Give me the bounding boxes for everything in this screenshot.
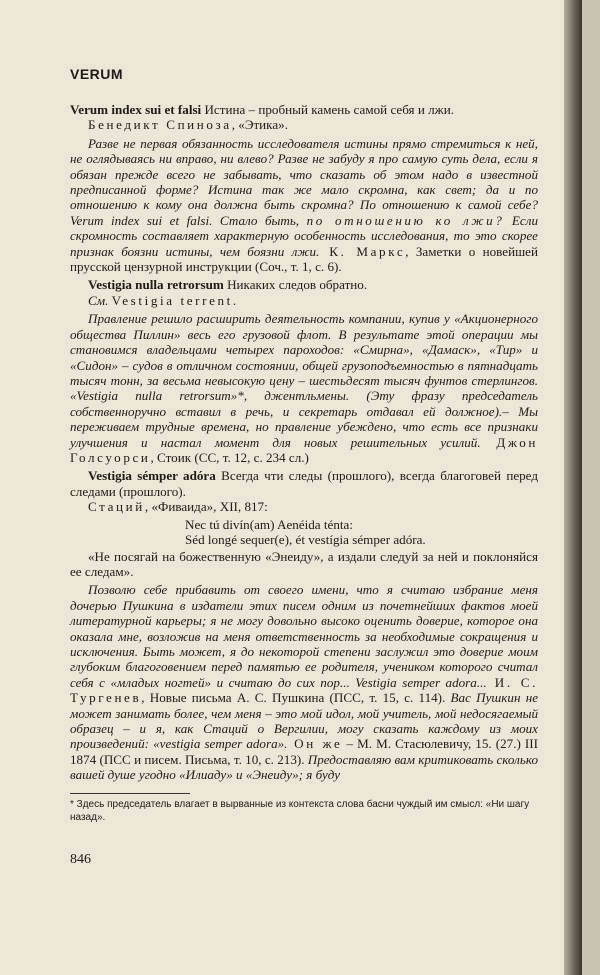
quote-text: Позволю себе прибавить от своего имени, что я считаю избрание меня дочерью Пушкина в издатели этих писем одним из почетнейших фактов моей литературной карьеры; я не могу довольно высоко оценить доверие, которое она оказала мне, возложив на меня ответственность за необходимые сокращения и исключения. Быть может, я до некоторой степени заслужил это доверие моим глубоким благоговением перед памятью ее родителя, учеником которого считал себя с «младых ногтей» и считаю до сих пор... Vestigia semper adora... [70, 582, 538, 690]
page-body [70, 102, 538, 783]
see-reference: Vestigia terrent. [111, 292, 239, 308]
entry-vestigia-nulla [70, 277, 538, 292]
footnote: * Здесь председатель влагает в вырванные из контекста слова басни чуждый им смысл: «Ни шагу назад». [70, 798, 530, 823]
quote-text: Правление решило расширить деятельность компании, купив у «Акционерного общества Пиллин» весь его грузовой флот. В результате этой операции мы становимся владельцами четырех пароходов: «Смирна», «Дамаск», «Тир» и «Сидон» – судов в отличном состоянии, общей грузоподъемностью в пятнадцать тысяч тонн, за весьма невысокую цену – шестьдесят тысяч фунтов стерлингов. «Vestigia nulla retrorsum»*, джентльмены. (Эту фразу председатель собственноручно вставил в речь, и секретарь отдавал ей должное).– Мы переживаем трудные времена, но правление убеждено, что есть все признаки улучшения и настал момент для новых решительных усилий. [70, 311, 538, 450]
quote-text: Если скромность составляет характерную особенность исследования, то это скорее признак боязни истины, чем боязни лжи. [70, 212, 538, 259]
source-reference: – М. М. Стасюлевичу, 15. (27.) III 1874 (ПСС и писем. Письма, т. 10, с. 213). [70, 736, 539, 767]
entry-translation: Истина – пробный камень самой себя и лжи. [201, 102, 454, 117]
quote-block [70, 136, 538, 275]
page-gutter-shadow [564, 0, 582, 975]
page-number: 846 [70, 851, 91, 867]
quote-text: Разве не первая обязанность исследователя истины прямо стремиться к ней, не оглядываясь ни вправо, ни влево? Разве не забуду я про самую суть дела, если я обязан прежде всего не забывать, что сказать об этом надо в известной предписанной форме? Истина так же мало скромна, как свет; да и по отношению к кому она должна быть скромна? По отношению к самой себе? Verum index sui et falsi. Стало быть, [70, 135, 538, 228]
citation-author: Стаций [88, 499, 145, 515]
entry-vestigia-semper [70, 468, 538, 499]
source-author: И. С. Тургенев [70, 674, 538, 706]
citation-author: Бенедикт Спиноза [88, 117, 232, 133]
quote-text: Предоставляю вам критиковать сколько вашей душе угодно «Илиаду» и «Энеиду»; я буду [70, 751, 538, 783]
footnote-divider [70, 793, 190, 794]
entry-translation: Никаких следов обратно. [223, 277, 368, 293]
source-author: Он же [287, 736, 343, 752]
citation [70, 499, 538, 514]
quote-text: Вас Пушкин не может занимать более, чем меня – это мой идол, мой учитель, мой недосягаемый образец – и я, как Стаций о Вергилии, могу сказать каждому из моих произведений: «vestigia semper adora». [70, 690, 539, 752]
latin-verse [70, 517, 538, 547]
quote-block [70, 311, 538, 465]
source-reference: , Заметки о новейшей прусской цензурной инструкции (Соч., т. 1, с. 6). [70, 243, 538, 275]
entry-verum-index [70, 102, 538, 117]
citation-work: , «Фиваида», XII, 817: [144, 499, 268, 515]
citation-work: , «Этика». [231, 117, 288, 133]
entry-headword: Vestigia sémper adóra [88, 468, 216, 484]
verse-line-1: Nec tú divín(am) Aenéida ténta: [185, 516, 353, 532]
entry-headword: Vestigia nulla retrorsum [88, 277, 224, 293]
source-reference: , Стоик (СС, т. 12, с. 234 сл.) [150, 449, 309, 465]
entry-translation: Всегда чти следы (прошлого), всегда благоговей перед следами (прошлого). [70, 468, 538, 499]
entry-headword: Verum index sui et falsi [70, 102, 202, 117]
quote-emphasis: по отношению ко лжи? [306, 212, 505, 228]
verse-translation: «Не посягай на божественную «Энеиду», а издали следуй за ней и поклоняйся ее следам». [70, 548, 538, 579]
cross-reference [70, 293, 538, 308]
quote-block [70, 582, 538, 782]
see-label: См. [88, 292, 112, 308]
citation [70, 117, 538, 132]
source-author: К. Маркс [319, 243, 406, 259]
source-author: Джон Голсуорси [70, 434, 538, 465]
verse-line-2: Séd longé sequer(e), ét vestígia sémper adóra. [185, 531, 426, 547]
source-reference: , Новые письма А. С. Пушкина (ПСС, т. 15, с. 114). [141, 690, 451, 706]
running-head: VERUM [70, 66, 124, 82]
